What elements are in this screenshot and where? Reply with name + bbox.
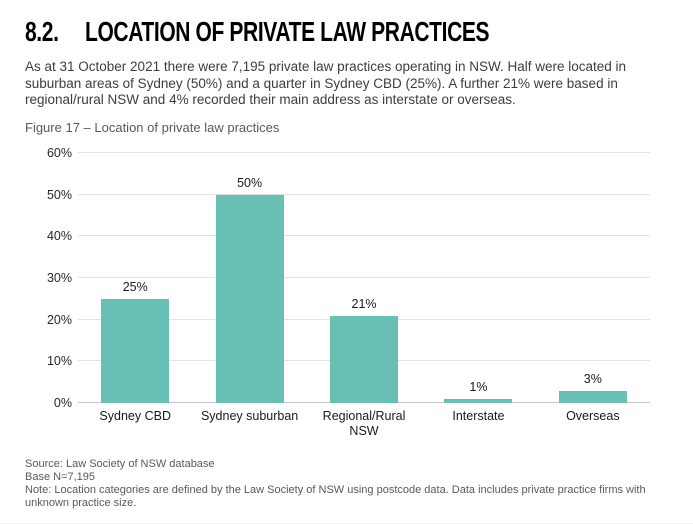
y-tick-label: 10% <box>46 354 72 369</box>
bar-overseas <box>559 391 627 404</box>
intro-paragraph: As at 31 October 2021 there were 7,195 private law practices operating in NSW. Half were located in suburban areas of Sydney (50%) and a quarter in Sydney CBD (25%). A further 21% were based in regional/rural NSW and 4% recorded their main address as interstate or overseas. <box>25 59 627 107</box>
y-tick-label: 30% <box>46 271 72 285</box>
x-tick-label: Regional/Rural NSW <box>322 409 406 438</box>
bar-value-label: 1% <box>469 379 488 394</box>
bar-slot <box>192 153 306 403</box>
bar-value-label: 50% <box>237 175 263 190</box>
x-tick-label: Sydney CBD <box>99 409 171 423</box>
bar-series <box>78 153 650 403</box>
bar-interstate <box>444 399 512 403</box>
bar-slot <box>78 153 192 403</box>
section-number: 8.2. <box>25 16 59 47</box>
bar-slot <box>536 153 650 403</box>
chart-footnotes <box>25 458 685 510</box>
bar-sydney-cbd <box>101 299 169 403</box>
source-note: Source: Law Society of NSW database <box>25 458 215 470</box>
y-tick-label: 60% <box>46 146 72 160</box>
figure-caption: Figure 17 – Location of private law practices <box>25 120 280 135</box>
x-axis <box>78 409 650 439</box>
section-title: LOCATION OF PRIVATE LAW PRACTICES <box>85 16 490 47</box>
x-tick-label: Sydney suburban <box>200 409 299 423</box>
plot-area <box>78 153 650 403</box>
x-tick-label: Interstate <box>452 409 505 423</box>
bar-value-label: 25% <box>122 279 148 294</box>
bar-regional-rural-nsw <box>330 316 398 404</box>
y-tick-label: 0% <box>53 396 72 410</box>
bar-slot <box>307 153 421 403</box>
bar-sydney-suburban <box>216 195 284 403</box>
bar-value-label: 3% <box>583 371 602 386</box>
y-tick-label: 20% <box>46 312 72 327</box>
bar-value-label: 21% <box>351 296 377 311</box>
method-note: Note: Location categories are defined by the Law Society of NSW using postcode data. Data includes private practice firms with unknown practice size. <box>25 484 646 509</box>
y-tick-label: 40% <box>46 229 72 244</box>
bar-slot <box>421 153 535 403</box>
y-tick-label: 50% <box>46 187 72 202</box>
y-axis <box>18 146 72 410</box>
x-tick-label: Overseas <box>566 409 620 423</box>
base-note: Base N=7,195 <box>25 471 96 483</box>
